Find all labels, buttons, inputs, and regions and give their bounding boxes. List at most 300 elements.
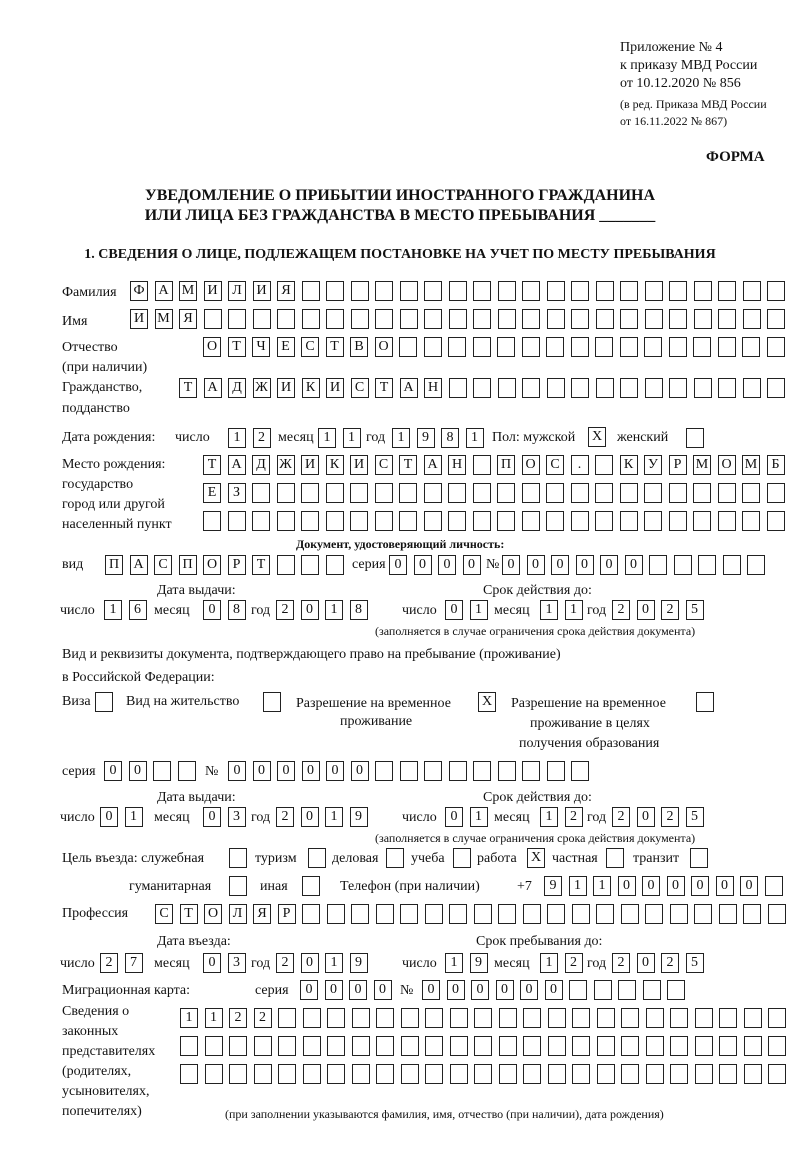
field-doc-issue-year-cell[interactable]: 1 <box>325 600 343 620</box>
field-profession-cell[interactable]: Я <box>253 904 271 924</box>
field-doc-number-cell[interactable]: 0 <box>502 555 520 575</box>
field-birthplace3-cell[interactable] <box>546 511 564 531</box>
field-surname-cell[interactable] <box>718 281 736 301</box>
field-rep1-cell[interactable] <box>450 1008 468 1028</box>
field-profession-cell[interactable] <box>302 904 320 924</box>
field-doc-kind-cell[interactable]: О <box>203 555 221 575</box>
field-rep1-cell[interactable] <box>352 1008 370 1028</box>
field-patronymic-cell[interactable]: О <box>375 337 393 357</box>
field-citizenship-cell[interactable] <box>571 378 589 398</box>
field-rep3-cell[interactable] <box>425 1064 443 1084</box>
field-rep1-cell[interactable] <box>768 1008 786 1028</box>
field-rep2-cell[interactable] <box>254 1036 272 1056</box>
field-birthplace2-cell[interactable] <box>301 483 319 503</box>
field-mc-number-cell[interactable] <box>594 980 612 1000</box>
field-surname-cell[interactable] <box>351 281 369 301</box>
field-rep2-cell[interactable] <box>744 1036 762 1056</box>
field-doc-number-cell[interactable]: 0 <box>600 555 618 575</box>
field-birthplace2-cell[interactable] <box>718 483 736 503</box>
field-right-issue-day-cell[interactable]: 0 <box>100 807 118 827</box>
field-rep2-cell[interactable] <box>597 1036 615 1056</box>
field-rep1-cell[interactable] <box>327 1008 345 1028</box>
field-profession-cell[interactable] <box>351 904 369 924</box>
field-surname-cell[interactable] <box>743 281 761 301</box>
field-right-valid-year-cell[interactable]: 0 <box>637 807 655 827</box>
field-patronymic-cell[interactable] <box>448 337 466 357</box>
field-doc-issue-day-cell[interactable]: 6 <box>129 600 147 620</box>
field-birth-month-cell[interactable]: 1 <box>343 428 361 448</box>
field-name-cell[interactable]: И <box>130 309 148 329</box>
field-right-number-cell[interactable] <box>400 761 418 781</box>
field-birthplace2-cell[interactable] <box>546 483 564 503</box>
field-right-number-cell[interactable]: 0 <box>277 761 295 781</box>
field-citizenship-cell[interactable] <box>645 378 663 398</box>
field-birth-day-cell[interactable]: 1 <box>228 428 246 448</box>
field-doc-number-cell[interactable]: 0 <box>625 555 643 575</box>
field-rep3-cell[interactable] <box>474 1064 492 1084</box>
field-profession-cell[interactable] <box>743 904 761 924</box>
field-surname-cell[interactable] <box>473 281 491 301</box>
checkbox-sex-male[interactable]: X <box>588 427 606 447</box>
field-mc-series-cell[interactable]: 0 <box>349 980 367 1000</box>
field-doc-valid-month-cell[interactable]: 1 <box>540 600 558 620</box>
field-surname-cell[interactable] <box>694 281 712 301</box>
field-birthplace1-cell[interactable]: Р <box>669 455 687 475</box>
field-rep1-cell[interactable] <box>670 1008 688 1028</box>
field-right-number-cell[interactable] <box>449 761 467 781</box>
field-rep1-cell[interactable]: 2 <box>229 1008 247 1028</box>
field-rep3-cell[interactable] <box>695 1064 713 1084</box>
field-citizenship-cell[interactable] <box>743 378 761 398</box>
field-name-cell[interactable] <box>743 309 761 329</box>
field-doc-issue-year-cell[interactable]: 2 <box>276 600 294 620</box>
field-mc-number-cell[interactable]: 0 <box>496 980 514 1000</box>
field-profession-cell[interactable] <box>474 904 492 924</box>
field-profession-cell[interactable]: Р <box>278 904 296 924</box>
field-citizenship-cell[interactable] <box>620 378 638 398</box>
field-phone-cell[interactable]: 9 <box>544 876 562 896</box>
field-profession-cell[interactable] <box>400 904 418 924</box>
field-patronymic-cell[interactable]: С <box>301 337 319 357</box>
field-patronymic-cell[interactable]: Т <box>228 337 246 357</box>
field-surname-cell[interactable] <box>498 281 516 301</box>
field-name-cell[interactable] <box>596 309 614 329</box>
field-rep1-cell[interactable] <box>744 1008 762 1028</box>
field-name-cell[interactable] <box>351 309 369 329</box>
field-right-issue-year-cell[interactable]: 1 <box>325 807 343 827</box>
field-citizenship-cell[interactable]: Ж <box>253 378 271 398</box>
field-birthplace1-cell[interactable]: О <box>522 455 540 475</box>
field-entry-year-cell[interactable]: 2 <box>276 953 294 973</box>
field-surname-cell[interactable] <box>645 281 663 301</box>
checkbox-p-transit[interactable] <box>690 848 708 868</box>
field-rep2-cell[interactable] <box>180 1036 198 1056</box>
field-rep1-cell[interactable] <box>278 1008 296 1028</box>
field-surname-cell[interactable]: Ф <box>130 281 148 301</box>
field-name-cell[interactable] <box>277 309 295 329</box>
field-birthplace2-cell[interactable]: З <box>228 483 246 503</box>
field-patronymic-cell[interactable] <box>522 337 540 357</box>
field-name-cell[interactable] <box>645 309 663 329</box>
field-birthplace3-cell[interactable] <box>252 511 270 531</box>
field-surname-cell[interactable] <box>767 281 785 301</box>
field-profession-cell[interactable]: Т <box>180 904 198 924</box>
field-name-cell[interactable] <box>694 309 712 329</box>
field-surname-cell[interactable]: И <box>253 281 271 301</box>
field-mc-series-cell[interactable]: 0 <box>374 980 392 1000</box>
field-birth-day-cell[interactable]: 2 <box>253 428 271 448</box>
field-name-cell[interactable]: Я <box>179 309 197 329</box>
field-surname-cell[interactable] <box>669 281 687 301</box>
field-name-cell[interactable] <box>547 309 565 329</box>
field-birth-year-cell[interactable]: 8 <box>441 428 459 448</box>
field-right-series-cell[interactable] <box>178 761 196 781</box>
field-entry-month-cell[interactable]: 0 <box>203 953 221 973</box>
field-doc-valid-day-cell[interactable]: 1 <box>470 600 488 620</box>
field-doc-series-cell[interactable]: 0 <box>414 555 432 575</box>
field-right-valid-year-cell[interactable]: 5 <box>686 807 704 827</box>
field-rep2-cell[interactable] <box>621 1036 639 1056</box>
field-name-cell[interactable] <box>522 309 540 329</box>
field-right-valid-day-cell[interactable]: 1 <box>470 807 488 827</box>
field-patronymic-cell[interactable] <box>742 337 760 357</box>
field-name-cell[interactable] <box>302 309 320 329</box>
field-mc-number-cell[interactable]: 0 <box>545 980 563 1000</box>
field-profession-cell[interactable] <box>670 904 688 924</box>
field-birth-year-cell[interactable]: 1 <box>466 428 484 448</box>
field-name-cell[interactable] <box>400 309 418 329</box>
field-doc-number-cell[interactable] <box>674 555 692 575</box>
field-rep3-cell[interactable] <box>327 1064 345 1084</box>
field-citizenship-cell[interactable] <box>669 378 687 398</box>
field-doc-valid-year-cell[interactable]: 5 <box>686 600 704 620</box>
field-birthplace1-cell[interactable]: С <box>546 455 564 475</box>
field-doc-number-cell[interactable] <box>698 555 716 575</box>
field-surname-cell[interactable]: Л <box>228 281 246 301</box>
field-right-issue-year-cell[interactable]: 0 <box>301 807 319 827</box>
field-profession-cell[interactable]: О <box>204 904 222 924</box>
field-name-cell[interactable] <box>669 309 687 329</box>
field-surname-cell[interactable]: И <box>204 281 222 301</box>
field-name-cell[interactable] <box>326 309 344 329</box>
field-birthplace3-cell[interactable] <box>767 511 785 531</box>
field-right-valid-year-cell[interactable]: 2 <box>612 807 630 827</box>
field-rep3-cell[interactable] <box>180 1064 198 1084</box>
field-rep2-cell[interactable] <box>523 1036 541 1056</box>
field-doc-issue-month-cell[interactable]: 0 <box>203 600 221 620</box>
field-birthplace3-cell[interactable] <box>644 511 662 531</box>
field-birthplace3-cell[interactable] <box>669 511 687 531</box>
field-right-number-cell[interactable] <box>473 761 491 781</box>
field-rep3-cell[interactable] <box>548 1064 566 1084</box>
field-doc-number-cell[interactable] <box>649 555 667 575</box>
field-doc-valid-day-cell[interactable]: 0 <box>445 600 463 620</box>
field-entry-year-cell[interactable]: 1 <box>325 953 343 973</box>
field-phone-cell[interactable]: 0 <box>716 876 734 896</box>
field-doc-valid-month-cell[interactable]: 1 <box>565 600 583 620</box>
field-right-number-cell[interactable]: 0 <box>228 761 246 781</box>
field-right-issue-year-cell[interactable]: 9 <box>350 807 368 827</box>
field-rep2-cell[interactable] <box>352 1036 370 1056</box>
field-birthplace2-cell[interactable] <box>669 483 687 503</box>
field-birthplace1-cell[interactable] <box>473 455 491 475</box>
field-birthplace2-cell[interactable] <box>326 483 344 503</box>
field-birthplace1-cell[interactable]: К <box>620 455 638 475</box>
field-birthplace1-cell[interactable]: Ж <box>277 455 295 475</box>
field-profession-cell[interactable]: Л <box>229 904 247 924</box>
field-mc-number-cell[interactable] <box>569 980 587 1000</box>
field-right-number-cell[interactable] <box>522 761 540 781</box>
field-doc-issue-year-cell[interactable]: 0 <box>301 600 319 620</box>
field-stay-year-cell[interactable]: 0 <box>637 953 655 973</box>
field-birthplace3-cell[interactable] <box>448 511 466 531</box>
field-entry-month-cell[interactable]: 3 <box>228 953 246 973</box>
field-surname-cell[interactable]: А <box>155 281 173 301</box>
field-birthplace1-cell[interactable]: Б <box>767 455 785 475</box>
field-surname-cell[interactable] <box>596 281 614 301</box>
field-stay-year-cell[interactable]: 2 <box>661 953 679 973</box>
field-entry-year-cell[interactable]: 0 <box>301 953 319 973</box>
field-rep3-cell[interactable] <box>352 1064 370 1084</box>
field-profession-cell[interactable] <box>572 904 590 924</box>
field-doc-kind-cell[interactable] <box>277 555 295 575</box>
field-name-cell[interactable] <box>204 309 222 329</box>
field-mc-number-cell[interactable]: 0 <box>471 980 489 1000</box>
checkbox-p-humanitarian[interactable] <box>229 876 247 896</box>
field-birthplace1-cell[interactable]: И <box>350 455 368 475</box>
field-birthplace3-cell[interactable] <box>620 511 638 531</box>
field-mc-number-cell[interactable]: 0 <box>422 980 440 1000</box>
field-birthplace3-cell[interactable] <box>742 511 760 531</box>
field-citizenship-cell[interactable]: А <box>400 378 418 398</box>
field-entry-year-cell[interactable]: 9 <box>350 953 368 973</box>
field-birthplace2-cell[interactable] <box>571 483 589 503</box>
field-rep3-cell[interactable] <box>401 1064 419 1084</box>
field-citizenship-cell[interactable]: К <box>302 378 320 398</box>
field-name-cell[interactable] <box>620 309 638 329</box>
field-right-valid-year-cell[interactable]: 2 <box>661 807 679 827</box>
checkbox-p-service[interactable] <box>229 848 247 868</box>
field-citizenship-cell[interactable]: Т <box>179 378 197 398</box>
field-doc-kind-cell[interactable]: Р <box>228 555 246 575</box>
field-birthplace1-cell[interactable]: О <box>718 455 736 475</box>
field-rep1-cell[interactable] <box>425 1008 443 1028</box>
field-birthplace1-cell[interactable]: Т <box>399 455 417 475</box>
field-birthplace2-cell[interactable] <box>448 483 466 503</box>
field-birthplace2-cell[interactable] <box>350 483 368 503</box>
field-phone-cell[interactable]: 0 <box>691 876 709 896</box>
field-rep3-cell[interactable] <box>499 1064 517 1084</box>
field-rep3-cell[interactable] <box>278 1064 296 1084</box>
field-rep3-cell[interactable] <box>597 1064 615 1084</box>
field-right-number-cell[interactable] <box>375 761 393 781</box>
checkbox-p-study[interactable] <box>453 848 471 868</box>
field-citizenship-cell[interactable] <box>547 378 565 398</box>
field-birthplace1-cell[interactable]: П <box>497 455 515 475</box>
field-patronymic-cell[interactable] <box>399 337 417 357</box>
field-birthplace3-cell[interactable] <box>693 511 711 531</box>
field-rep2-cell[interactable] <box>327 1036 345 1056</box>
field-patronymic-cell[interactable] <box>767 337 785 357</box>
field-rep1-cell[interactable] <box>719 1008 737 1028</box>
field-mc-series-cell[interactable]: 0 <box>325 980 343 1000</box>
field-doc-issue-day-cell[interactable]: 1 <box>104 600 122 620</box>
field-birthplace2-cell[interactable] <box>693 483 711 503</box>
checkbox-visa[interactable] <box>95 692 113 712</box>
field-rep2-cell[interactable] <box>572 1036 590 1056</box>
field-birthplace3-cell[interactable] <box>424 511 442 531</box>
field-doc-number-cell[interactable] <box>747 555 765 575</box>
field-rep1-cell[interactable]: 1 <box>205 1008 223 1028</box>
field-doc-number-cell[interactable] <box>723 555 741 575</box>
field-rep1-cell[interactable] <box>621 1008 639 1028</box>
field-birthplace2-cell[interactable] <box>252 483 270 503</box>
field-stay-month-cell[interactable]: 2 <box>565 953 583 973</box>
field-surname-cell[interactable] <box>547 281 565 301</box>
field-birthplace3-cell[interactable] <box>203 511 221 531</box>
field-doc-valid-year-cell[interactable]: 0 <box>637 600 655 620</box>
field-right-valid-month-cell[interactable]: 1 <box>540 807 558 827</box>
field-doc-kind-cell[interactable]: С <box>154 555 172 575</box>
field-citizenship-cell[interactable]: Д <box>228 378 246 398</box>
field-citizenship-cell[interactable]: Т <box>375 378 393 398</box>
field-patronymic-cell[interactable] <box>571 337 589 357</box>
field-doc-number-cell[interactable]: 0 <box>551 555 569 575</box>
field-rep1-cell[interactable] <box>401 1008 419 1028</box>
field-phone-cell[interactable] <box>765 876 783 896</box>
field-rep3-cell[interactable] <box>450 1064 468 1084</box>
field-entry-day-cell[interactable]: 7 <box>125 953 143 973</box>
field-birthplace1-cell[interactable]: У <box>644 455 662 475</box>
field-stay-day-cell[interactable]: 9 <box>470 953 488 973</box>
field-birthplace1-cell[interactable] <box>595 455 613 475</box>
field-phone-cell[interactable]: 0 <box>740 876 758 896</box>
field-rep3-cell[interactable] <box>719 1064 737 1084</box>
field-mc-number-cell[interactable] <box>643 980 661 1000</box>
field-birthplace1-cell[interactable]: М <box>693 455 711 475</box>
field-profession-cell[interactable] <box>547 904 565 924</box>
field-citizenship-cell[interactable] <box>498 378 516 398</box>
field-name-cell[interactable] <box>767 309 785 329</box>
field-doc-issue-year-cell[interactable]: 8 <box>350 600 368 620</box>
field-profession-cell[interactable] <box>621 904 639 924</box>
field-patronymic-cell[interactable]: Т <box>326 337 344 357</box>
checkbox-p-tourism[interactable] <box>308 848 326 868</box>
field-right-number-cell[interactable] <box>498 761 516 781</box>
field-surname-cell[interactable] <box>620 281 638 301</box>
field-surname-cell[interactable] <box>449 281 467 301</box>
field-rep2-cell[interactable] <box>278 1036 296 1056</box>
field-doc-valid-year-cell[interactable]: 2 <box>661 600 679 620</box>
checkbox-temp-edu[interactable] <box>696 692 714 712</box>
field-surname-cell[interactable] <box>522 281 540 301</box>
field-birthplace2-cell[interactable] <box>375 483 393 503</box>
field-rep3-cell[interactable] <box>229 1064 247 1084</box>
field-doc-issue-month-cell[interactable]: 8 <box>228 600 246 620</box>
field-rep2-cell[interactable] <box>719 1036 737 1056</box>
field-rep2-cell[interactable] <box>474 1036 492 1056</box>
field-citizenship-cell[interactable] <box>767 378 785 398</box>
field-doc-valid-year-cell[interactable]: 2 <box>612 600 630 620</box>
field-rep2-cell[interactable] <box>646 1036 664 1056</box>
field-surname-cell[interactable] <box>302 281 320 301</box>
field-birthplace1-cell[interactable]: А <box>424 455 442 475</box>
field-citizenship-cell[interactable]: С <box>351 378 369 398</box>
field-surname-cell[interactable] <box>326 281 344 301</box>
field-name-cell[interactable] <box>571 309 589 329</box>
field-profession-cell[interactable]: С <box>155 904 173 924</box>
field-phone-cell[interactable]: 0 <box>618 876 636 896</box>
field-birthplace2-cell[interactable] <box>522 483 540 503</box>
field-rep3-cell[interactable] <box>254 1064 272 1084</box>
field-doc-number-cell[interactable]: 0 <box>576 555 594 575</box>
field-right-number-cell[interactable]: 0 <box>253 761 271 781</box>
field-rep3-cell[interactable] <box>205 1064 223 1084</box>
field-patronymic-cell[interactable] <box>718 337 736 357</box>
field-mc-number-cell[interactable] <box>618 980 636 1000</box>
field-patronymic-cell[interactable]: О <box>203 337 221 357</box>
field-rep1-cell[interactable] <box>597 1008 615 1028</box>
field-doc-series-cell[interactable]: 0 <box>389 555 407 575</box>
field-patronymic-cell[interactable] <box>546 337 564 357</box>
field-birthplace2-cell[interactable] <box>424 483 442 503</box>
field-rep3-cell[interactable] <box>646 1064 664 1084</box>
field-birthplace1-cell[interactable]: К <box>326 455 344 475</box>
field-name-cell[interactable] <box>375 309 393 329</box>
field-right-issue-year-cell[interactable]: 2 <box>276 807 294 827</box>
field-birthplace1-cell[interactable]: Н <box>448 455 466 475</box>
field-rep3-cell[interactable] <box>303 1064 321 1084</box>
field-citizenship-cell[interactable] <box>522 378 540 398</box>
field-name-cell[interactable]: М <box>155 309 173 329</box>
field-profession-cell[interactable] <box>768 904 786 924</box>
field-birthplace3-cell[interactable] <box>522 511 540 531</box>
field-patronymic-cell[interactable] <box>620 337 638 357</box>
field-right-series-cell[interactable] <box>153 761 171 781</box>
field-citizenship-cell[interactable] <box>449 378 467 398</box>
field-citizenship-cell[interactable] <box>718 378 736 398</box>
field-rep1-cell[interactable] <box>474 1008 492 1028</box>
field-birthplace2-cell[interactable] <box>767 483 785 503</box>
checkbox-temp-residence[interactable]: X <box>478 692 496 712</box>
field-citizenship-cell[interactable] <box>473 378 491 398</box>
field-rep2-cell[interactable] <box>205 1036 223 1056</box>
field-right-number-cell[interactable] <box>547 761 565 781</box>
field-rep3-cell[interactable] <box>572 1064 590 1084</box>
field-birth-year-cell[interactable]: 1 <box>392 428 410 448</box>
field-phone-cell[interactable]: 1 <box>593 876 611 896</box>
field-birthplace3-cell[interactable] <box>571 511 589 531</box>
field-right-number-cell[interactable]: 0 <box>351 761 369 781</box>
field-patronymic-cell[interactable] <box>644 337 662 357</box>
checkbox-p-private[interactable] <box>606 848 624 868</box>
field-birthplace2-cell[interactable] <box>277 483 295 503</box>
field-rep1-cell[interactable]: 1 <box>180 1008 198 1028</box>
field-rep3-cell[interactable] <box>621 1064 639 1084</box>
field-patronymic-cell[interactable]: Е <box>277 337 295 357</box>
field-birthplace3-cell[interactable] <box>375 511 393 531</box>
field-birthplace3-cell[interactable] <box>399 511 417 531</box>
field-profession-cell[interactable] <box>596 904 614 924</box>
field-phone-cell[interactable]: 0 <box>667 876 685 896</box>
field-birthplace2-cell[interactable] <box>620 483 638 503</box>
field-birthplace3-cell[interactable] <box>497 511 515 531</box>
field-birthplace3-cell[interactable] <box>301 511 319 531</box>
field-rep2-cell[interactable] <box>768 1036 786 1056</box>
field-doc-kind-cell[interactable]: Т <box>252 555 270 575</box>
field-name-cell[interactable] <box>228 309 246 329</box>
field-doc-series-cell[interactable]: 0 <box>438 555 456 575</box>
